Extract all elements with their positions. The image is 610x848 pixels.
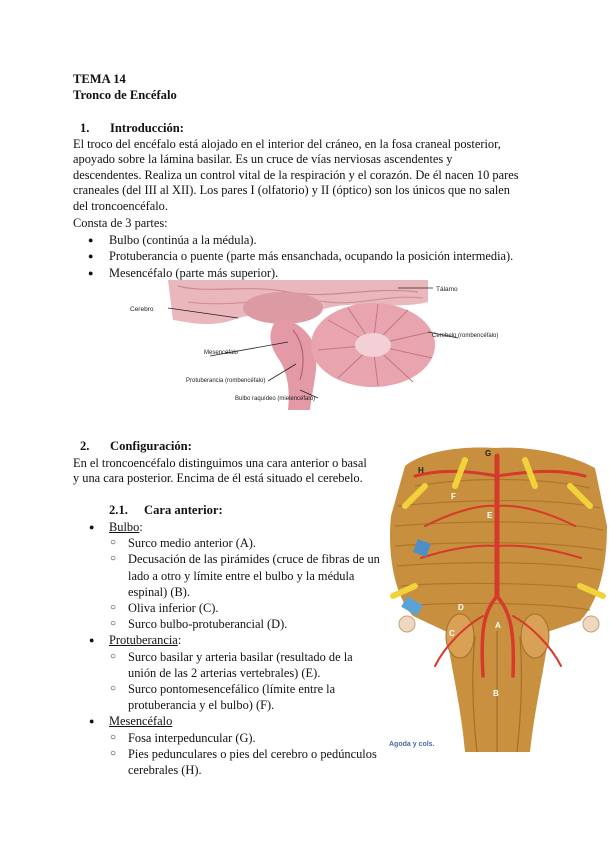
parts-list <box>73 232 553 281</box>
letter-C: C <box>449 629 455 638</box>
label-cerebro: Cerebro <box>130 306 154 313</box>
section-2-number: 2. <box>80 439 90 453</box>
subsection-2-1-title: Cara anterior: <box>144 503 223 517</box>
subsection-2-1-heading <box>109 503 223 518</box>
list-item: ● Bulbo (continúa a la médula). <box>73 232 553 248</box>
page-title: Tronco de Encéfalo <box>73 88 177 102</box>
letter-A: A <box>495 621 501 630</box>
section-1-title: Introducción: <box>110 121 184 135</box>
letter-E: E <box>487 511 493 520</box>
sub-list <box>110 649 383 714</box>
label-protuberancia: Protuberancia (rombencéfalo) <box>186 378 266 384</box>
sub-list <box>110 730 383 779</box>
letter-F: F <box>451 492 456 501</box>
section-1-number: 1. <box>80 121 90 135</box>
list-item: ○ Decusación de las pirámides (cruce de fibras de un lado a otro y límite entre el bulbo y la médula espinal) (B). <box>110 551 383 600</box>
section-1-paragraph: El troco del encéfalo está alojado en el interior del cráneo, en la fosa craneal posterior, apoyado sobre la lámina basilar. Es un cruce de vías nerviosas ascendentes y descendentes. Realiza un control vital de la respiración y el corazón. De él nacen 10 pares craneales (del III al XII). Los pares I (olfatorio) y II (óptico) son los únicos que no salen del troncoencéfalo. <box>73 137 519 213</box>
group-bulbo <box>73 519 383 632</box>
label-mesencefalo: Mesencéfalo <box>204 350 239 356</box>
list-item: ○ Surco basilar y arteria basilar (resultado de la unión de las 2 arterias vertebrales) (E). <box>110 649 383 681</box>
list-item: ○ Surco pontomesencefálico (límite entre la protuberancia y el bulbo) (F). <box>110 681 383 713</box>
group-name: Protuberancia <box>109 633 178 648</box>
section-2-heading <box>80 439 192 454</box>
list-item: ○ Surco medio anterior (A). <box>110 535 383 551</box>
group-protuberancia <box>73 632 383 713</box>
group-suffix: : <box>139 520 143 534</box>
brain-sagittal-figure <box>128 280 499 410</box>
letter-H: H <box>418 466 424 475</box>
figure-credit: Agoda y cols. <box>389 741 435 748</box>
tema-number: TEMA 14 <box>73 72 126 86</box>
group-name: Mesencéfalo <box>109 714 173 729</box>
letter-G: G <box>485 449 492 458</box>
brainstem-anterior-figure <box>385 446 610 752</box>
letter-B: B <box>493 689 499 698</box>
label-bulbo: Bulbo raquídeo (mielencéfalo) <box>235 396 316 402</box>
section-1-heading <box>80 121 184 136</box>
group-mesencefalo <box>73 713 383 778</box>
group-suffix: : <box>177 633 182 648</box>
list-item: ○ Oliva inferior (C). <box>110 600 383 616</box>
group-name: Bulbo <box>109 520 140 534</box>
letter-D: D <box>458 603 464 612</box>
list-item: ● Protuberancia o puente (parte más ensanchada, ocupando la posición intermedia). <box>73 248 553 264</box>
list-item: ● Mesencéfalo (parte más superior). <box>73 265 553 281</box>
subsection-2-1-number: 2.1. <box>109 503 128 517</box>
label-cerebelo: Cerebelo (rombencéfalo) <box>432 333 499 339</box>
anterior-face-list <box>73 519 383 778</box>
parts-intro: Consta de 3 partes: <box>73 216 168 230</box>
section-2-paragraph: En el troncoencéfalo distinguimos una cara anterior o basal y una cara posterior. Encima de él está situado el cerebelo. <box>73 456 367 486</box>
sub-list <box>110 535 383 632</box>
section-2-title: Configuración: <box>110 439 192 453</box>
list-item: ○ Pies pedunculares o pies del cerebro o pedúnculos cerebrales (H). <box>110 746 383 778</box>
list-item: ○ Fosa interpeduncular (G). <box>110 730 383 746</box>
list-item: ○ Surco bulbo-protuberancial (D). <box>110 616 383 632</box>
label-talamo: Tálamo <box>436 286 458 293</box>
